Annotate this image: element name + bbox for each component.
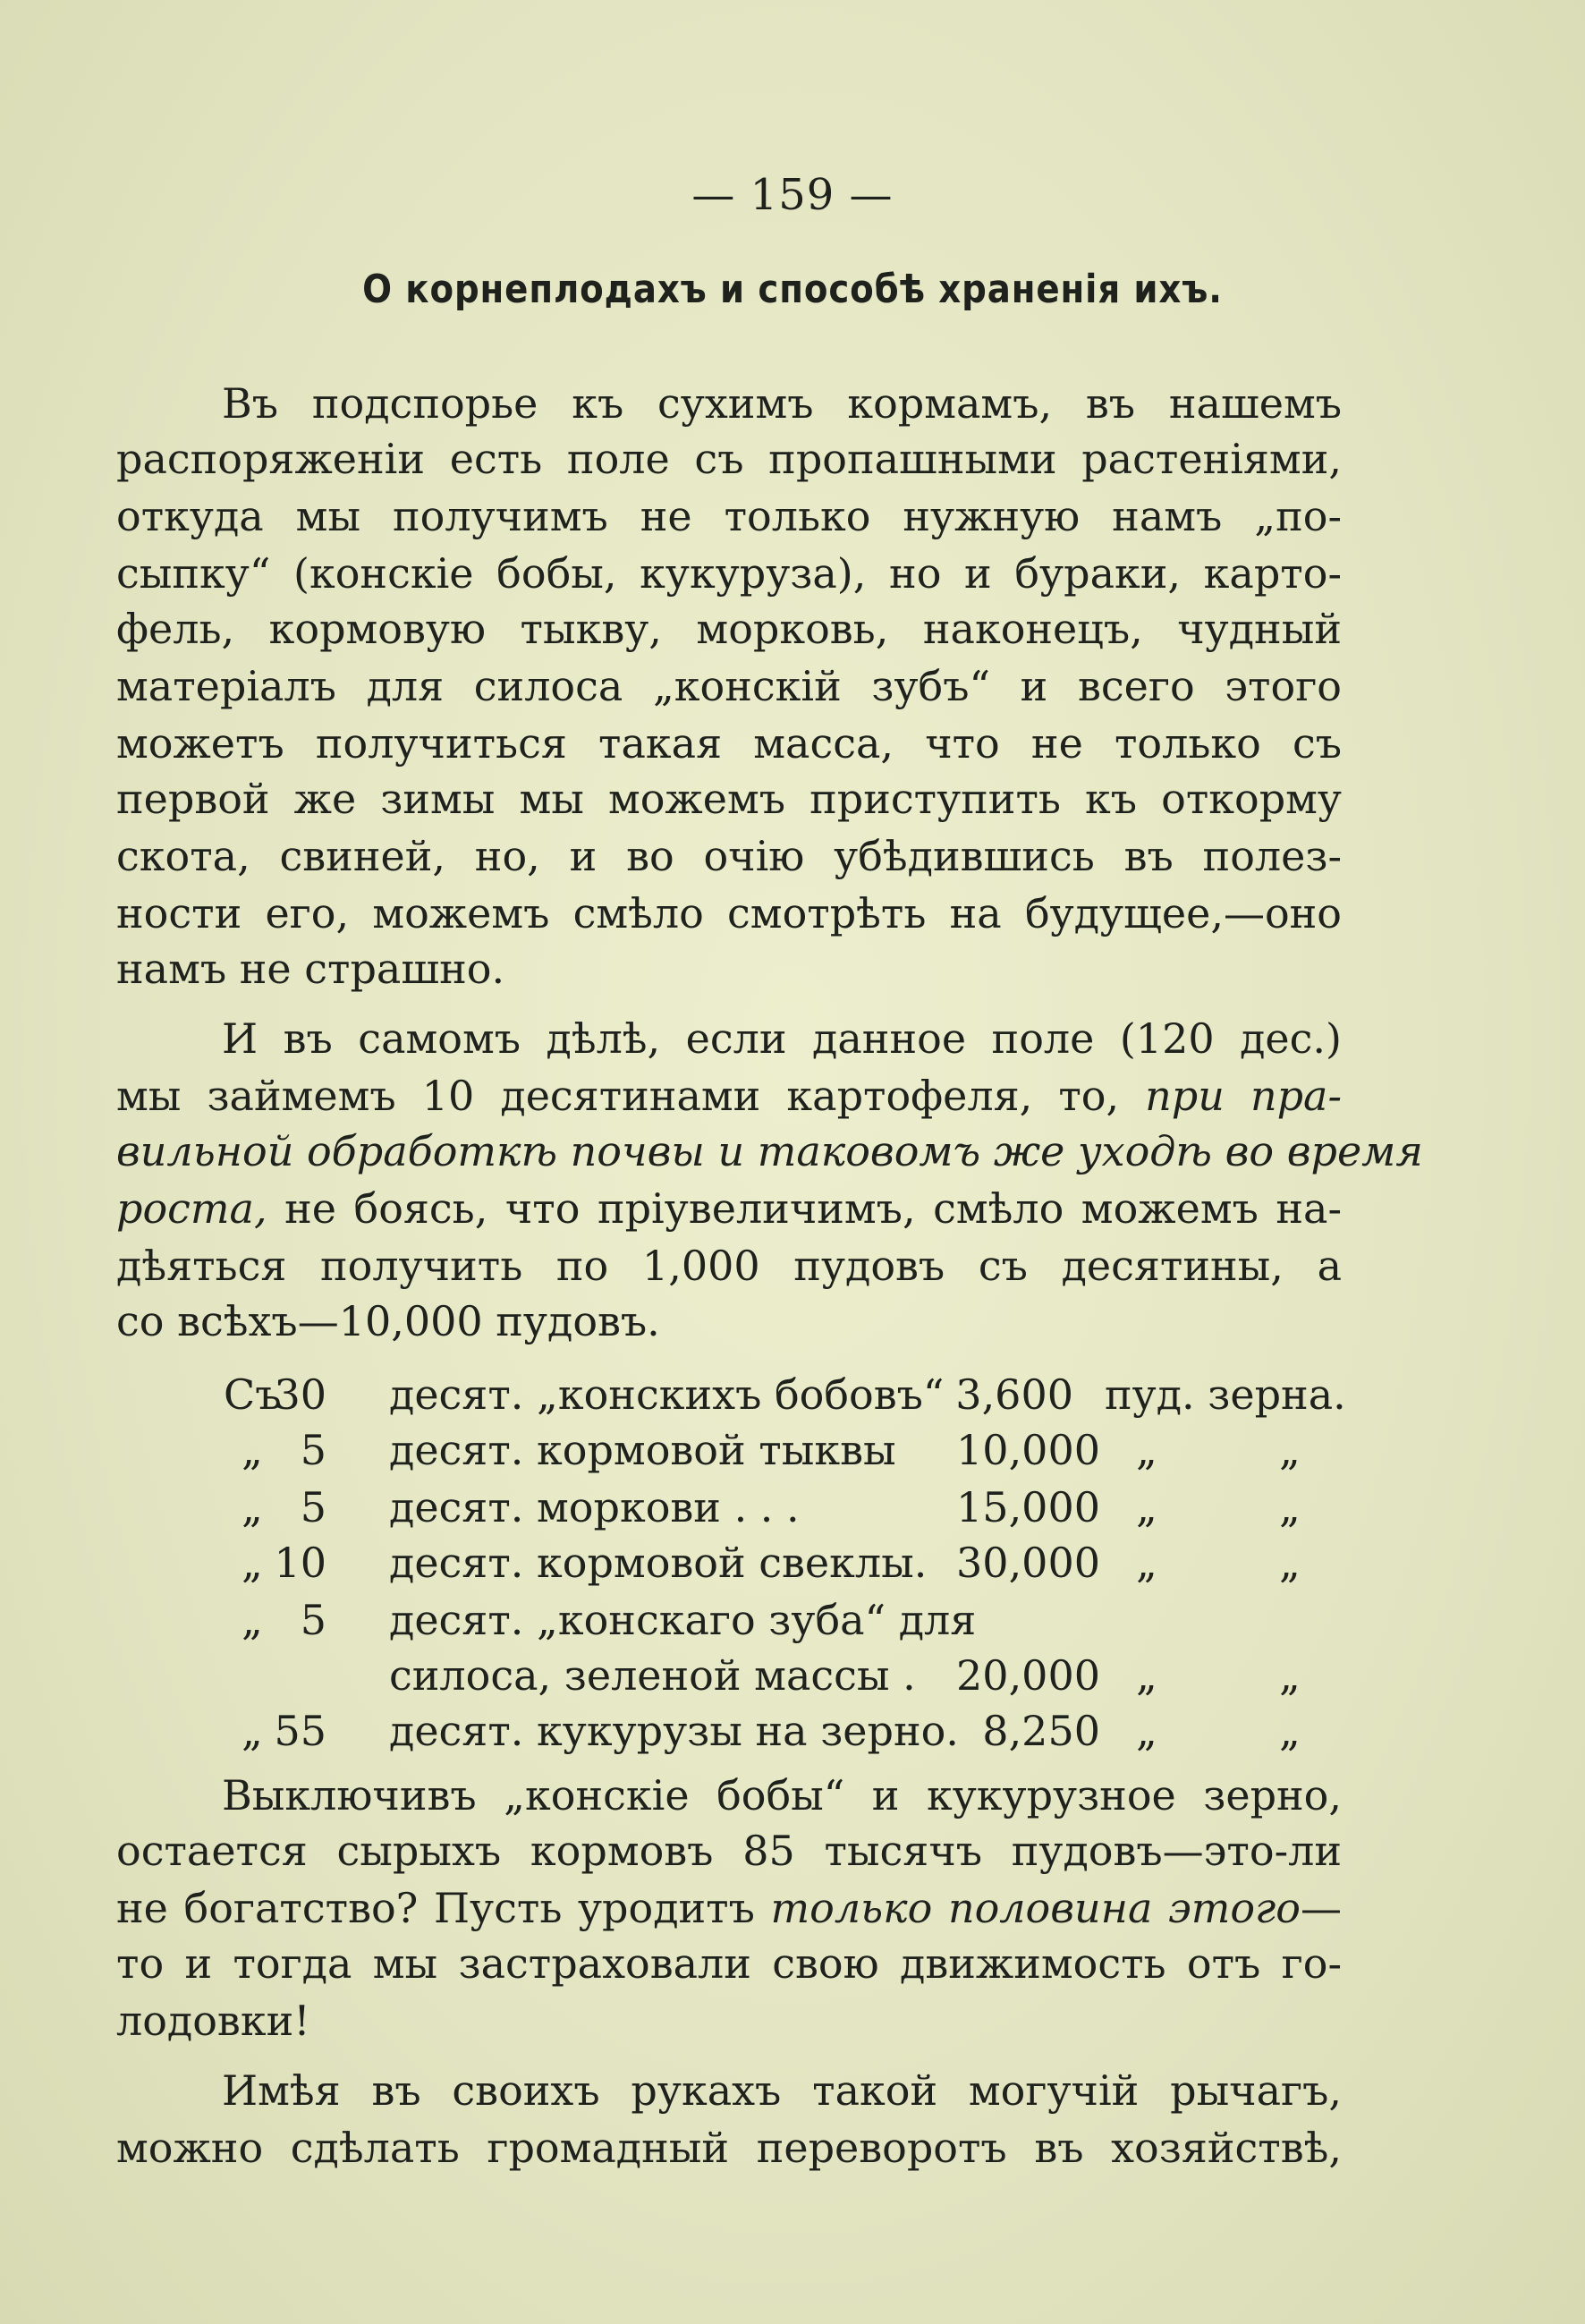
table-row	[224, 1648, 1351, 1703]
row-crop: десят. кукурузы на зерно.	[389, 1707, 959, 1755]
text-line: намъ не страшно.	[116, 945, 505, 993]
text-line: Выключивъ „конскіе бобы“ и кукурузное зерно,	[222, 1771, 1342, 1819]
text-line: матеріалъ для силоса „конскій зубъ“ и всего этого	[116, 662, 1342, 710]
text-line: можетъ получиться такая масса, что не только съ	[116, 719, 1342, 768]
text-line: И въ самомъ дѣлѣ, если данное поле (120 дес.)	[222, 1014, 1342, 1063]
ditto-mark: „	[1136, 1483, 1157, 1531]
text-line	[116, 1068, 1342, 1124]
ditto-mark: „	[1136, 1426, 1157, 1474]
text-line	[116, 1880, 1342, 1936]
text-line: можно сдѣлать громадный переворотъ въ хозяйствѣ,	[116, 2124, 1342, 2172]
text-line: Въ подспорье къ сухимъ кормамъ, въ нашемъ	[222, 379, 1342, 428]
text-span: мы займемъ 10 десятинами картофеля, то,	[116, 1072, 1120, 1120]
ditto-mark: „	[1279, 1483, 1301, 1531]
page-number: — 159 —	[691, 170, 894, 220]
text-span: не боясь, что пріувеличимъ, смѣло можемъ на-	[284, 1184, 1343, 1233]
ditto-mark: „	[1136, 1707, 1157, 1755]
text-line: скота, свиней, но, и во очію убѣдившись въ полез-	[116, 832, 1342, 880]
italic-text: только половина этого	[770, 1884, 1301, 1932]
table-row	[224, 1480, 1351, 1535]
ditto-mark: „	[242, 1707, 263, 1755]
ditto-mark: „	[242, 1483, 263, 1531]
italic-text-line: вильной обработкѣ почвы и таковомъ же уходѣ во время	[116, 1127, 1423, 1175]
ditto-mark: „	[1279, 1651, 1301, 1700]
text-line: дѣяться получить по 1,000 пудовъ съ десятины, а	[116, 1242, 1342, 1290]
row-yield: 20,000	[956, 1651, 1100, 1700]
italic-text: роста,	[116, 1184, 267, 1233]
table-row	[224, 1703, 1351, 1759]
text-line: остается сырыхъ кормовъ 85 тысячъ пудовъ—это-ли	[116, 1827, 1342, 1875]
row-prefix: Съ	[224, 1370, 282, 1419]
ditto-mark: „	[1279, 1707, 1301, 1755]
table-row	[224, 1422, 1351, 1478]
ditto-mark: „	[1279, 1539, 1301, 1587]
ditto-mark: „	[242, 1539, 263, 1587]
section-heading: О корнеплодахъ и способѣ храненія ихъ.	[362, 267, 1223, 312]
row-yield: 10,000	[956, 1426, 1100, 1474]
ditto-mark: „	[1279, 1426, 1301, 1474]
text-line: Имѣя въ своихъ рукахъ такой могучій рычагъ,	[222, 2066, 1342, 2115]
text-line: сыпку“ (конскіе бобы, кукуруза), но и бураки, карто-	[116, 549, 1342, 598]
row-crop: десят. кормовой тыквы	[389, 1426, 896, 1474]
italic-text: при пра-	[1145, 1072, 1342, 1120]
row-crop: десят. „конскаго зуба“ для	[389, 1596, 977, 1644]
dash: —	[1301, 1884, 1342, 1932]
row-desyatin: 55	[274, 1707, 326, 1755]
row-crop: силоса, зеленой массы .	[389, 1651, 916, 1700]
text-line: откуда мы получимъ не только нужную намъ „по-	[116, 492, 1342, 540]
row-desyatin: 5	[300, 1596, 326, 1644]
text-line: ности его, можемъ смѣло смотрѣть на будущее,—оно	[116, 889, 1342, 937]
row-desyatin: 5	[300, 1483, 326, 1531]
text-line: лодовки!	[116, 1997, 310, 2045]
ditto-mark: „	[1136, 1539, 1157, 1587]
row-yield: 3,600	[955, 1370, 1073, 1419]
text-line: то и тогда мы застраховали свою движимость отъ го-	[116, 1939, 1342, 1988]
row-yield: 30,000	[956, 1539, 1100, 1587]
row-yield: 15,000	[956, 1483, 1100, 1531]
text-span: не богатство? Пусть уродитъ	[116, 1884, 755, 1932]
ditto-mark: „	[242, 1426, 263, 1474]
text-line: первой же зимы мы можемъ приступить къ откорму	[116, 775, 1342, 823]
row-yield: 8,250	[982, 1707, 1100, 1755]
ditto-mark: „	[1136, 1651, 1157, 1700]
table-row	[224, 1367, 1351, 1422]
table-row	[224, 1535, 1351, 1590]
row-desyatin: 5	[300, 1426, 326, 1474]
text-line	[116, 1181, 1342, 1236]
row-desyatin: 10	[274, 1539, 326, 1587]
ditto-mark: „	[242, 1596, 263, 1644]
text-line: распоряженіи есть поле съ пропашными растеніями,	[116, 435, 1342, 483]
text-line: фель, кормовую тыкву, морковь, наконецъ, чудный	[116, 605, 1342, 653]
row-crop: десят. кормовой свеклы.	[389, 1539, 928, 1587]
row-crop: десят. моркови . . .	[389, 1483, 800, 1531]
table-row	[224, 1592, 1351, 1648]
row-crop: десят. „конскихъ бобовъ“	[389, 1370, 945, 1419]
text-line: со всѣхъ—10,000 пудовъ.	[116, 1297, 660, 1345]
row-unit: пуд. зерна.	[1105, 1370, 1346, 1419]
row-desyatin: 30	[274, 1370, 326, 1419]
